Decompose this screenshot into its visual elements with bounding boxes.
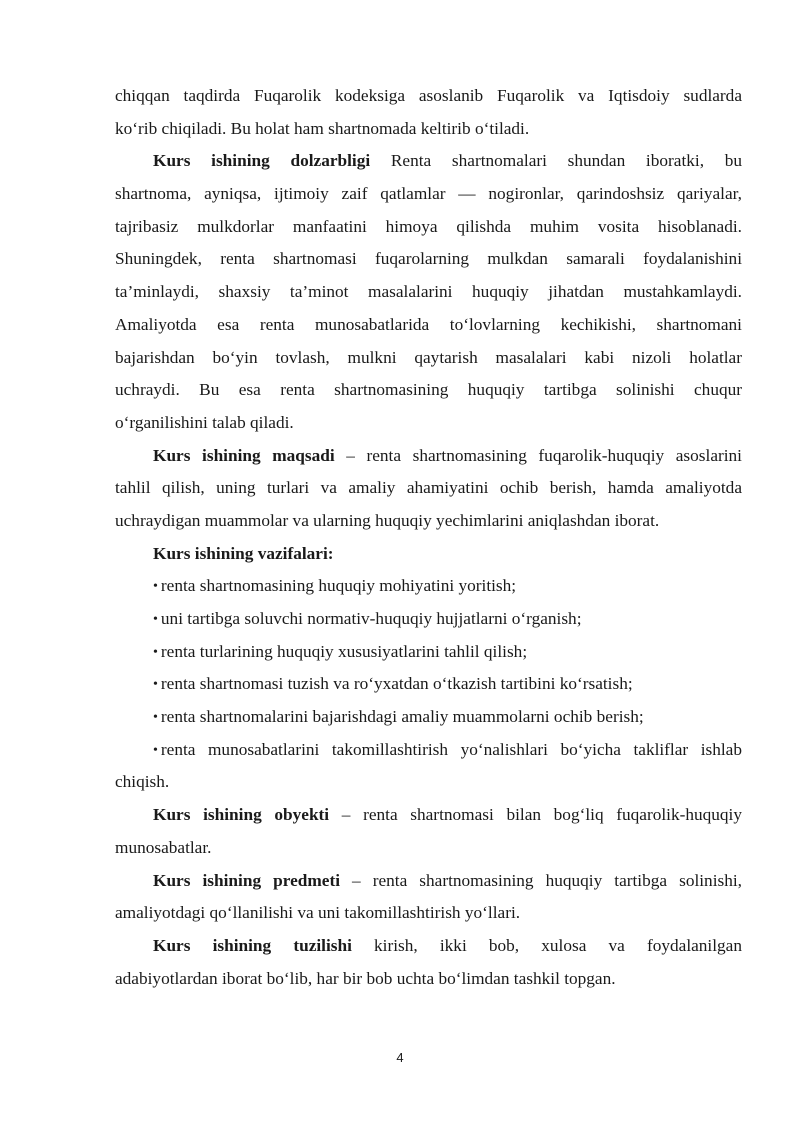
bullet-icon: • — [153, 612, 158, 627]
vazifa-item-text: renta munosabatlarini takomillashtirish yo‘nalishlari bo‘yicha takliflar ishlab — [160, 739, 742, 759]
maqsad-line-1 — [115, 440, 742, 473]
tuzilish-line-1-text: kirish, ikki bob, xulosa va foydalanilgan — [351, 935, 742, 955]
dolzarblik-line-5: ta’minlaydi, shaxsiy ta’minot masalalarini huquqiy jihatdan mustahkamlaydi. — [115, 282, 742, 302]
dolzarblik-line-1 — [115, 145, 742, 178]
vazifa-item-6-cont: chiqish. — [115, 772, 170, 792]
obyekt-heading: Kurs ishining obyekti — [153, 805, 330, 825]
vazifa-item-2 — [115, 603, 742, 636]
vazifa-item-4 — [115, 668, 742, 701]
predmet-line-1-text: – renta shartnomasining huquqiy tartibga solinishi, — [340, 870, 742, 890]
bullet-icon: • — [153, 644, 158, 660]
vazifalar-heading-line — [115, 538, 742, 571]
obyekt-line-2: munosabatlar. — [115, 837, 212, 857]
dolzarblik-line-3: tajribasiz mulkdorlar manfaatini himoya qilishda muhim vosita hisoblanadi. — [115, 216, 742, 236]
vazifa-item-text: renta turlarining huquqiy xususiyatlarini tahlil qilish; — [160, 641, 528, 661]
vazifa-item-text: renta shartnomasining huquqiy mohiyatini yoritish; — [160, 576, 517, 596]
vazifalar-heading: Kurs ishining vazifalari: — [153, 543, 334, 563]
bullet-icon: • — [153, 710, 158, 726]
intro-line-2: ko‘rib chiqiladi. Bu holat ham shartnomada keltirib o‘tiladi. — [115, 118, 530, 138]
dolzarblik-line-2: shartnoma, ayniqsa, ijtimoiy zaif qatlamlar — nogironlar, qarindoshsiz qariyalar, — [115, 184, 742, 204]
obyekt-line-1 — [115, 799, 742, 832]
predmet-line-1 — [115, 865, 742, 898]
maqsad-line-3: uchraydigan muammolar va ularning huquqiy yechimlarini aniqlashdan iborat. — [115, 510, 660, 530]
intro-line-1: chiqqan taqdirda Fuqarolik kodeksiga asoslanib Fuqarolik va Iqtisdoiy sudlarda — [115, 86, 742, 105]
obyekt-line-1-text: – renta shartnomasi bilan bog‘liq fuqarolik-huquqiy — [329, 805, 742, 825]
dolzarblik-line-4: Shuningdek, renta shartnomasi fuqarolarning mulkdan samarali foydalanishini — [115, 249, 742, 269]
dolzarblik-heading: Kurs ishining dolzarbligi — [153, 151, 371, 171]
maqsad-line-2: tahlil qilish, uning turlari va amaliy ahamiyatini ochib berish, hamda amaliyotda — [115, 478, 742, 498]
dolzarblik-line-7: bajarishdan bo‘yin tovlash, mulkni qaytarish masalalari kabi nizoli holatlar — [115, 347, 742, 367]
vazifa-item-text: renta shartnomalarini bajarishdagi amaliy muammolarni ochib berish; — [160, 707, 644, 727]
dolzarblik-line-8: uchraydi. Bu esa renta shartnomasining huquqiy tartibga solinishi chuqur — [115, 380, 742, 400]
maqsad-heading: Kurs ishining maqsadi — [153, 445, 335, 465]
bullet-icon: • — [153, 742, 158, 758]
vazifa-item-5 — [115, 701, 742, 734]
maqsad-line-1-text: – renta shartnomasining fuqarolik-huquqiy asoslarini — [334, 445, 742, 465]
vazifa-item-1 — [115, 570, 742, 603]
body-text — [115, 80, 742, 995]
bullet-icon: • — [153, 579, 158, 595]
vazifa-item-text: uni tartibga soluvchi normativ-huquqiy hujjatlarni o‘rganish; — [160, 609, 582, 628]
dolzarblik-line-1-text: Renta shartnomalari shundan iboratki, bu — [390, 151, 742, 171]
dolzarblik-line-9: o‘rganilishini talab qiladi. — [115, 412, 294, 432]
bullet-icon: • — [153, 677, 158, 693]
dolzarblik-line-6: Amaliyotda esa renta munosabatlarida to‘lovlarning kechikishi, shartnomani — [115, 314, 742, 334]
page-number: 4 — [396, 1050, 404, 1065]
vazifa-item-text: renta shartnomasi tuzish va ro‘yxatdan o‘tkazish tartibini ko‘rsatish; — [160, 674, 633, 694]
tuzilish-heading: Kurs ishining tuzilishi — [153, 935, 352, 955]
predmet-line-2: amaliyotdagi qo‘llanilishi va uni takomillashtirish yo‘llari. — [115, 903, 521, 923]
tuzilish-line-1 — [115, 930, 742, 963]
vazifa-item-6 — [115, 734, 742, 767]
tuzilish-line-2: adabiyotlardan iborat bo‘lib, har bir bob uchta bo‘limdan tashkil topgan. — [115, 968, 616, 988]
predmet-heading: Kurs ishining predmeti — [153, 870, 341, 890]
vazifa-item-3 — [115, 636, 742, 669]
